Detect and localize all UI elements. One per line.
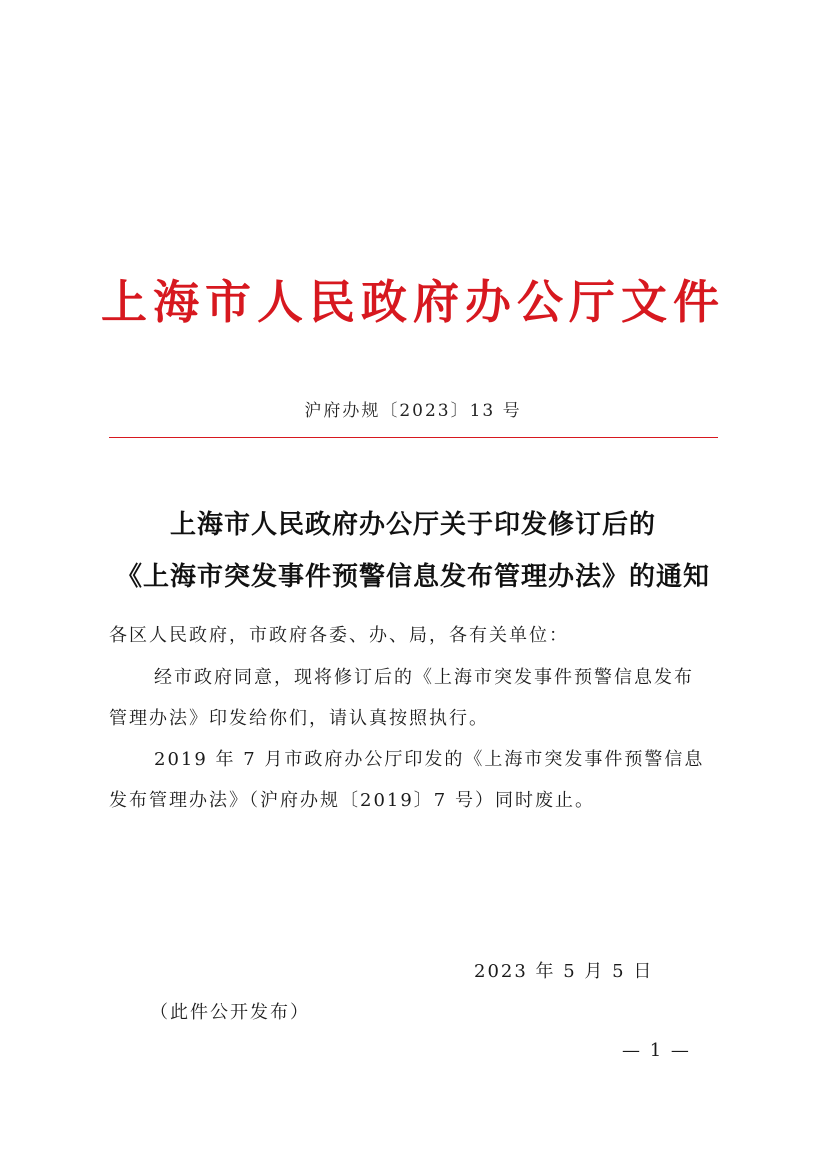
document-title-line-2: 《上海市突发事件预警信息发布管理办法》的通知 bbox=[115, 562, 710, 592]
publication-note: （此件公开发布） bbox=[150, 1002, 310, 1023]
document-number: 沪府办规〔2023〕13 号 bbox=[304, 401, 522, 421]
document-title-line-1: 上海市人民政府办公厅关于印发修订后的 bbox=[169, 510, 656, 540]
issue-date: 2023 年 5 月 5 日 bbox=[474, 961, 654, 982]
paragraph-1-line-2: 管理办法》印发给你们，请认真按照执行。 bbox=[109, 708, 489, 729]
paragraph-2-line-2: 发布管理办法》（沪府办规〔2019〕7 号）同时废止。 bbox=[109, 790, 595, 811]
salutation: 各区人民政府，市政府各委、办、局，各有关单位： bbox=[109, 625, 569, 646]
page-number: — 1 — bbox=[622, 1040, 691, 1061]
red-divider-line bbox=[109, 437, 718, 438]
paragraph-1-line-1: 经市政府同意，现将修订后的《上海市突发事件预警信息发布 bbox=[154, 667, 694, 688]
paragraph-2-line-1: 2019 年 7 月市政府办公厅印发的《上海市突发事件预警信息 bbox=[154, 749, 705, 770]
document-masthead: 上海市人民政府办公厅文件 bbox=[101, 275, 725, 329]
